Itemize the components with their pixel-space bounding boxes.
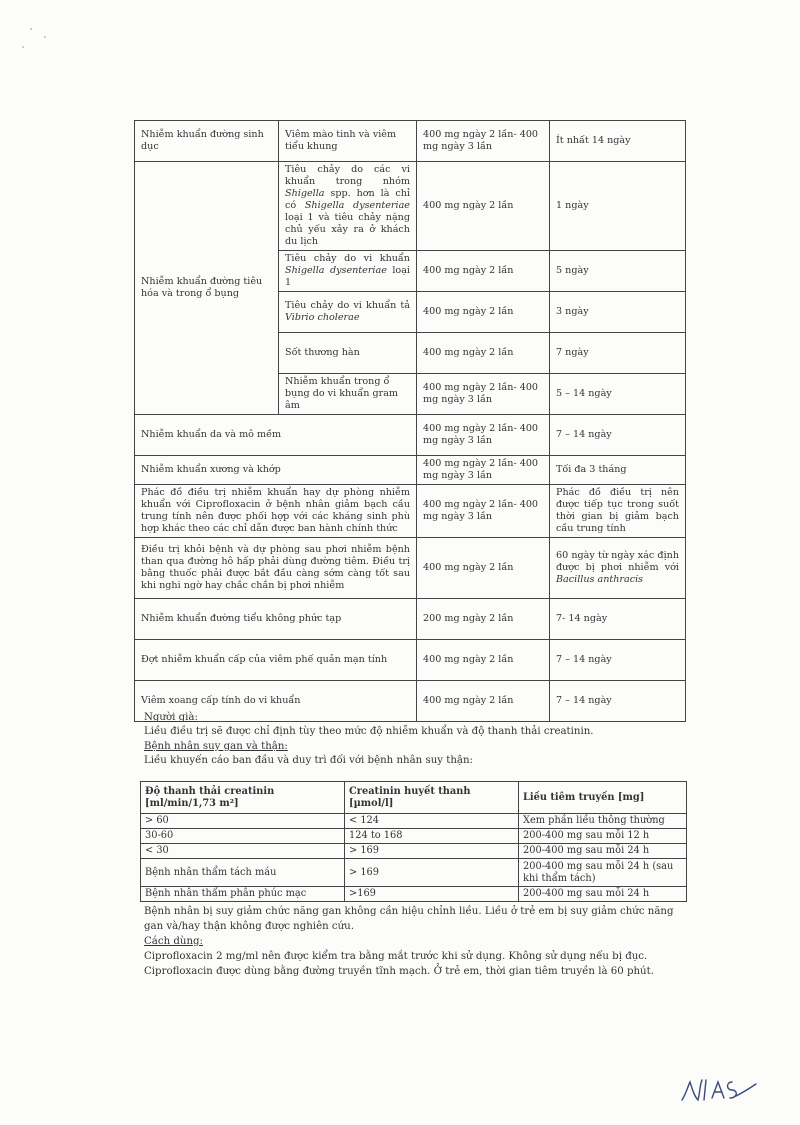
dose-cell: Xem phần liều thông thường [519, 814, 687, 829]
dose-cell: 200-400 mg sau mỗi 24 h [519, 887, 687, 902]
clearance-cell: 30-60 [141, 829, 345, 844]
table-row [135, 681, 686, 722]
table-row [135, 456, 686, 485]
scan-speck [22, 46, 24, 48]
creatinine-cell: > 169 [345, 859, 519, 887]
table-row [135, 538, 686, 599]
handwritten-signature [678, 1070, 758, 1114]
infection-cell: Nhiễm khuẩn da và mô mềm [135, 415, 417, 456]
dose-cell: 400 mg ngày 2 lần [417, 538, 550, 599]
column-header: Độ thanh thải creatinin [ml/min/1,73 m²] [141, 782, 345, 814]
dose-cell: 400 mg ngày 2 lần- 400 mg ngày 3 lần [417, 374, 550, 415]
clearance-cell: < 30 [141, 844, 345, 859]
infection-cell: Nhiễm khuẩn đường tiểu không phức tạp [135, 599, 417, 640]
infection-cell: Nhiễm khuẩn đường tiêu hóa và trong ổ bụng [135, 162, 279, 415]
infection-cell: Đợt nhiễm khuẩn cấp của viêm phế quản mạn tính [135, 640, 417, 681]
indication-dosage-table [134, 120, 686, 722]
dose-cell: 200-400 mg sau mỗi 12 h [519, 829, 687, 844]
dose-cell: 400 mg ngày 2 lần- 400 mg ngày 3 lần [417, 121, 550, 162]
duration-cell: 3 ngày [550, 292, 686, 333]
usage-text-1: Ciprofloxacin 2 mg/ml nên được kiểm tra bằng mắt trước khi sử dụng. Không sử dụng nếu bị đục. [144, 951, 648, 962]
table-row [141, 814, 687, 829]
subtype-cell: Viêm mào tinh và viêm tiểu khung [279, 121, 417, 162]
infection-cell: Viêm xoang cấp tính do vi khuẩn [135, 681, 417, 722]
table-row [141, 829, 687, 844]
duration-cell: Ít nhất 14 ngày [550, 121, 686, 162]
dose-cell: 400 mg ngày 2 lần- 400 mg ngày 3 lần [417, 485, 550, 538]
infection-cell: Phác đồ điều trị nhiễm khuẩn hay dự phòng nhiễm khuẩn với Ciprofloxacin ở bệnh nhân giảm bạch cầu trung tính nên được phối hợp với các kháng sinh phù hợp khác theo các chỉ dẫn được ban hành chính thức [135, 485, 417, 538]
usage-heading: Cách dùng: [144, 936, 203, 947]
clearance-cell: Bệnh nhân thẩm phân phúc mạc [141, 887, 345, 902]
infection-cell: Điều trị khỏi bệnh và dự phòng sau phơi nhiễm bệnh than qua đường hô hấp phải dùng đường tiêm. Điều trị bằng thuốc phải được bắt đầu càng sớm càng tốt sau khi nghi ngờ hay chắc chắn bị phơi nhiễm [135, 538, 417, 599]
subtype-cell: Tiêu chảy do vi khuẩn Shigella dysenteriae loại 1 [279, 251, 417, 292]
clearance-cell: > 60 [141, 814, 345, 829]
dose-cell: 200-400 mg sau mỗi 24 h (sau khi thẩm tách) [519, 859, 687, 887]
duration-cell: 7 – 14 ngày [550, 415, 686, 456]
dose-cell: 400 mg ngày 2 lần [417, 681, 550, 722]
table-row [135, 640, 686, 681]
clearance-cell: Bệnh nhân thẩm tách máu [141, 859, 345, 887]
column-header: Creatinin huyết thanh [µmol/l] [345, 782, 519, 814]
scan-speck [44, 36, 46, 38]
table-row [141, 844, 687, 859]
creatinine-cell: < 124 [345, 814, 519, 829]
duration-cell: 60 ngày từ ngày xác định được bị phơi nhiễm với Bacillus anthracis [550, 538, 686, 599]
table-row [135, 162, 686, 251]
subtype-cell: Tiêu chảy do vi khuẩn tả Vibrio cholerae [279, 292, 417, 333]
duration-cell: 5 – 14 ngày [550, 374, 686, 415]
duration-cell: Phác đồ điều trị nên được tiếp tục trong suốt thời gian bị giảm bạch cầu trung tính [550, 485, 686, 538]
infection-cell: Nhiễm khuẩn xương và khớp [135, 456, 417, 485]
table-row [141, 887, 687, 902]
dose-cell: 400 mg ngày 2 lần [417, 251, 550, 292]
renal-dosage-table [140, 781, 687, 902]
dose-cell: 200 mg ngày 2 lần [417, 599, 550, 640]
duration-cell: 7 ngày [550, 333, 686, 374]
dose-cell: 400 mg ngày 2 lần [417, 640, 550, 681]
dose-cell: 400 mg ngày 2 lần [417, 162, 550, 251]
dose-cell: 400 mg ngày 2 lần- 400 mg ngày 3 lần [417, 415, 550, 456]
subtype-cell: Tiêu chảy do các vi khuẩn trong nhóm Shigella spp. hơn là chỉ có Shigella dysenteriae loại 1 và tiêu chảy nặng chủ yếu xảy ra ở khách du lịch [279, 162, 417, 251]
elderly-text: Liều điều trị sẽ được chỉ định tùy theo mức độ nhiễm khuẩn và độ thanh thải creatinin. [144, 726, 594, 737]
duration-cell: Tối đa 3 tháng [550, 456, 686, 485]
table-header-row [141, 782, 687, 814]
table-row [135, 415, 686, 456]
subtype-cell: Sốt thương hàn [279, 333, 417, 374]
duration-cell: 7- 14 ngày [550, 599, 686, 640]
table-row [135, 599, 686, 640]
creatinine-cell: >169 [345, 887, 519, 902]
table-row [141, 859, 687, 887]
creatinine-cell: > 169 [345, 844, 519, 859]
dose-cell: 400 mg ngày 2 lần [417, 333, 550, 374]
infection-cell: Nhiễm khuẩn đường sinh dục [135, 121, 279, 162]
dose-cell: 400 mg ngày 2 lần- 400 mg ngày 3 lần [417, 456, 550, 485]
elderly-heading: Người già: [144, 712, 198, 723]
hepatic-text: Bệnh nhân bị suy giảm chức năng gan không cần hiệu chỉnh liều. Liều ở trẻ em bị suy giảm chức năng gan và/hay thận không được nghiên cứu. [144, 906, 674, 932]
column-header: Liều tiêm truyền [mg] [519, 782, 687, 814]
duration-cell: 7 – 14 ngày [550, 681, 686, 722]
table-row [135, 485, 686, 538]
renal-intro: Liều khuyến cáo ban đầu và duy trì đối với bệnh nhân suy thận: [144, 755, 473, 766]
duration-cell: 1 ngày [550, 162, 686, 251]
table-row [135, 121, 686, 162]
usage-text-2: Ciprofloxacin được dùng bằng đường truyền tĩnh mạch. Ở trẻ em, thời gian tiêm truyền là 60 phút. [144, 966, 654, 977]
scan-speck [30, 28, 32, 30]
duration-cell: 7 – 14 ngày [550, 640, 686, 681]
creatinine-cell: 124 to 168 [345, 829, 519, 844]
dose-cell: 200-400 mg sau mỗi 24 h [519, 844, 687, 859]
duration-cell: 5 ngày [550, 251, 686, 292]
dose-cell: 400 mg ngày 2 lần [417, 292, 550, 333]
renal-heading: Bệnh nhân suy gan và thận: [144, 741, 288, 752]
subtype-cell: Nhiễm khuẩn trong ổ bụng do vi khuẩn gram âm [279, 374, 417, 415]
